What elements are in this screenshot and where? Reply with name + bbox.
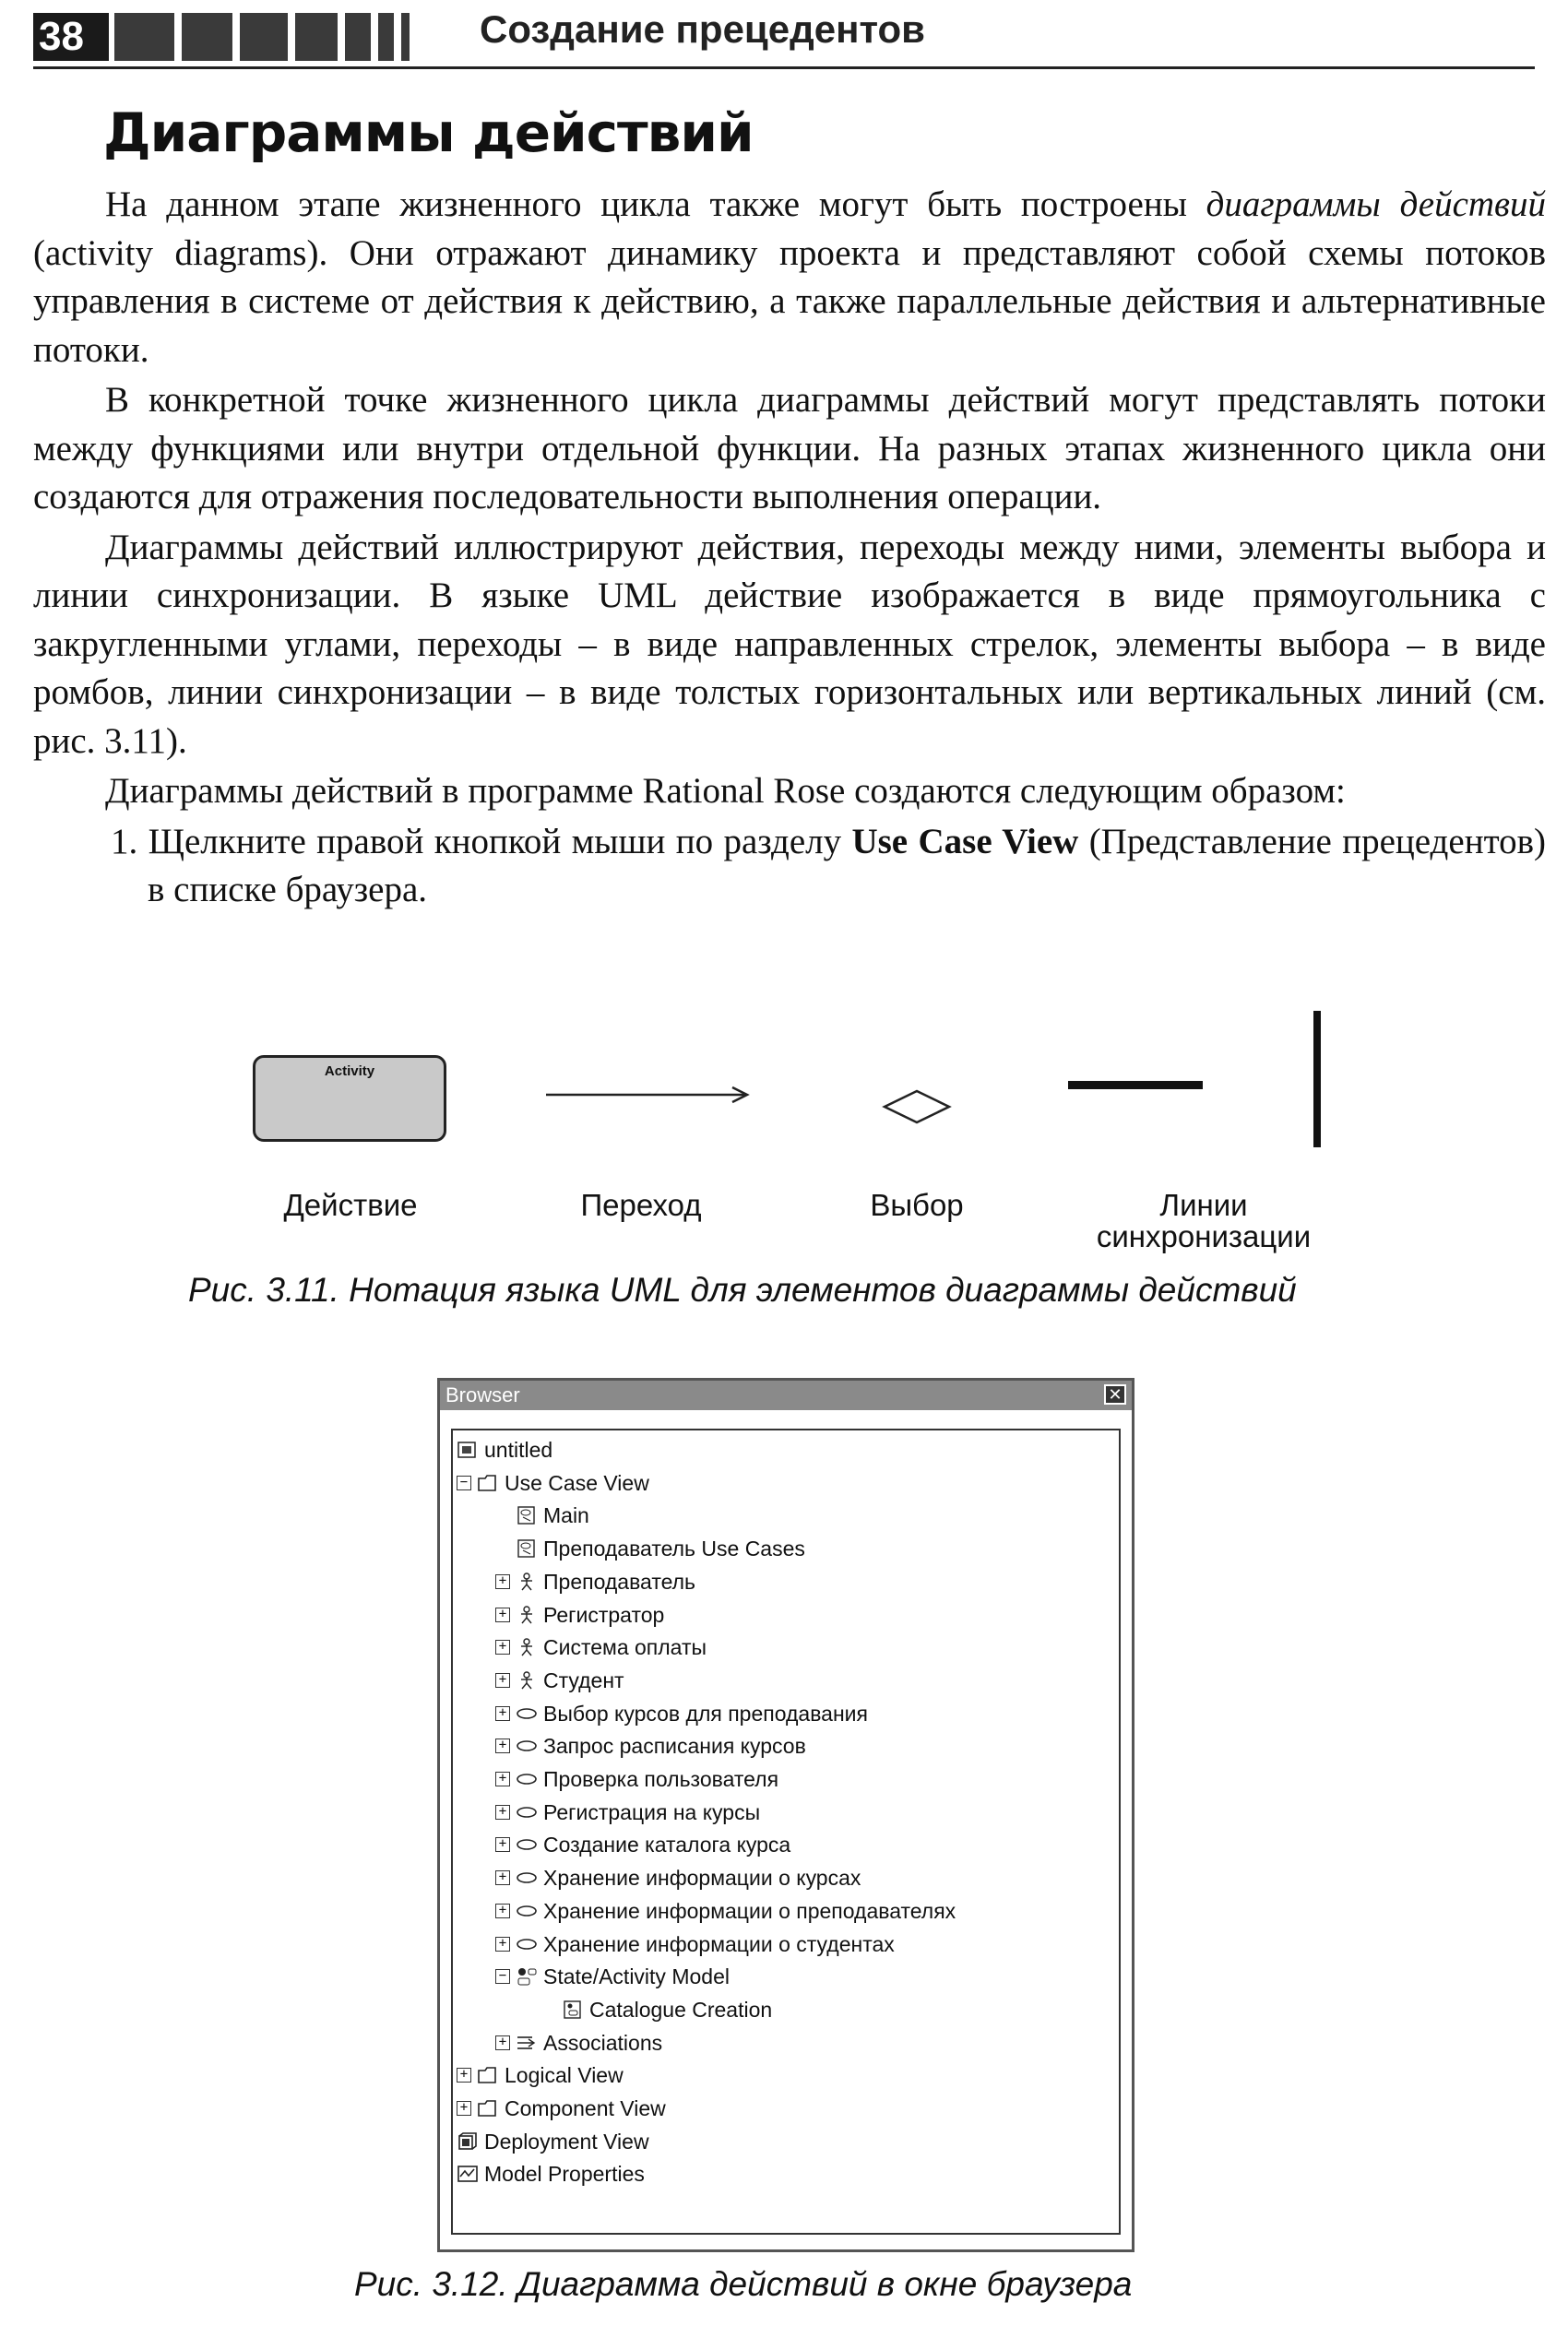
- label-choice: Выбор: [870, 1188, 964, 1222]
- body-text: [33, 181, 1546, 917]
- browser-window: [437, 1378, 1134, 2252]
- expand-icon[interactable]: +: [495, 1673, 510, 1688]
- tree-item-label: Deployment View: [484, 2129, 649, 2154]
- expand-icon[interactable]: +: [495, 1937, 510, 1952]
- tree-item-label: Преподаватель: [543, 1569, 696, 1594]
- sync-line-vertical: [1313, 1011, 1321, 1147]
- tree-item-label: Система оплаты: [543, 1635, 707, 1660]
- actor-icon: [516, 1670, 538, 1691]
- use-case-icon: [516, 1802, 538, 1822]
- use-case-diagram-icon: [516, 1505, 538, 1525]
- activity-diagram-icon: [562, 2000, 584, 2020]
- tree-item-label: Catalogue Creation: [589, 1997, 773, 2022]
- expand-icon[interactable]: +: [495, 1837, 510, 1852]
- expand-icon[interactable]: +: [495, 1608, 510, 1622]
- expand-icon[interactable]: +: [495, 1772, 510, 1786]
- paragraph-1-emphasis: диаграммы действий: [1206, 184, 1546, 224]
- use-case-icon: [516, 1901, 538, 1921]
- tree-item-label: Associations: [543, 2030, 663, 2055]
- actor-icon: [516, 1637, 538, 1657]
- tree-item[interactable]: [457, 2160, 645, 2188]
- section-title: Диаграммы действий: [103, 101, 754, 164]
- browser-tree: [451, 1429, 1121, 2235]
- use-case-icon: [516, 1769, 538, 1789]
- list-number: 1.: [111, 821, 138, 861]
- tree-item-label: Преподаватель Use Cases: [543, 1537, 805, 1561]
- tree-item[interactable]: [495, 1501, 589, 1529]
- tree-item-label: Хранение информации о студентах: [543, 1931, 895, 1956]
- folder-icon: [477, 1473, 499, 1493]
- label-sync-line-2: синхронизации: [1096, 1219, 1312, 1253]
- tree-item[interactable]: [457, 2061, 624, 2089]
- use-case-icon: [516, 1834, 538, 1855]
- paragraph-2: В конкретной точке жизненного цикла диаграммы действий могут представлять потоки между функциями или внутри отдельной функции. На разных этапах жизненного цикла они создаются для отражения последовательности выполнения операции.: [33, 380, 1546, 516]
- paragraph-1-text-b: (activity diagrams). Они отражают динамику проекта и представляют собой схемы потоков управления в системе от действия к действию, а также параллельные действия и альтернативные потоки.: [33, 232, 1546, 370]
- tree-item[interactable]: [495, 1732, 806, 1760]
- use-case-icon: [516, 1736, 538, 1756]
- tree-item-label: Logical View: [505, 2063, 624, 2088]
- browser-title: Browser: [445, 1383, 520, 1406]
- running-title: Создание прецедентов: [480, 7, 925, 51]
- expand-icon[interactable]: +: [495, 1870, 510, 1885]
- state-activity-model-icon: [516, 1966, 538, 1987]
- paragraph-1-text-a: На данном этапе жизненного цикла также могут быть построены: [105, 184, 1206, 224]
- tree-item[interactable]: [495, 1601, 664, 1629]
- tree-item[interactable]: [495, 1700, 868, 1727]
- tree-item[interactable]: [495, 1568, 695, 1596]
- tree-item[interactable]: [495, 1798, 760, 1826]
- tree-item[interactable]: [495, 1831, 790, 1858]
- tree-item-label: Хранение информации о курсах: [543, 1866, 861, 1891]
- tree-item[interactable]: [457, 2128, 649, 2155]
- expand-icon[interactable]: +: [495, 1706, 510, 1721]
- tree-item-label: Создание каталога курса: [543, 1833, 791, 1857]
- expand-icon[interactable]: +: [457, 2068, 471, 2083]
- tree-item[interactable]: [495, 1897, 956, 1925]
- list-item-1: [111, 818, 1547, 915]
- expand-icon[interactable]: +: [495, 1739, 510, 1753]
- list-item-1-bold: Use Case View: [851, 821, 1079, 861]
- paragraph-4: Диаграммы действий в программе Rational Rose создаются следующим образом:: [105, 771, 1346, 811]
- tree-item-label: Проверка пользователя: [543, 1767, 779, 1791]
- tree-item[interactable]: [495, 1667, 624, 1694]
- use-case-diagram-icon: [516, 1538, 538, 1559]
- folder-icon: [477, 2065, 499, 2085]
- use-case-icon: [516, 1703, 538, 1724]
- transition-arrow: [544, 1081, 756, 1109]
- close-icon[interactable]: ✕: [1104, 1384, 1126, 1405]
- associations-icon: [516, 2033, 538, 2053]
- tree-item[interactable]: [457, 1436, 552, 1464]
- tree-item-label: untitled: [484, 1438, 553, 1462]
- tree-item-label: Use Case View: [505, 1470, 649, 1495]
- tree-item-label: Запрос расписания курсов: [543, 1734, 806, 1759]
- deployment-icon: [457, 2131, 479, 2152]
- collapse-icon[interactable]: −: [457, 1476, 471, 1490]
- tree-item-label: Component View: [505, 2096, 666, 2120]
- tree-item-label: Main: [543, 1503, 589, 1528]
- expand-icon[interactable]: +: [495, 1574, 510, 1589]
- tree-item-label: Выбор курсов для преподавания: [543, 1701, 868, 1726]
- choice-diamond: [882, 1088, 952, 1125]
- label-action: Действие: [283, 1188, 418, 1222]
- tree-item[interactable]: [495, 1633, 707, 1661]
- actor-icon: [516, 1605, 538, 1625]
- header-decoration: [114, 13, 410, 61]
- expand-icon[interactable]: +: [457, 2101, 471, 2116]
- use-case-icon: [516, 1868, 538, 1888]
- list-item-1-text-b: (Представление прецедентов) в списке браузера.: [148, 821, 1547, 909]
- tree-item[interactable]: [495, 1963, 730, 1990]
- label-sync-line-1: Линии: [1159, 1188, 1248, 1222]
- tree-item[interactable]: [457, 2095, 666, 2122]
- tree-item-label: Хранение информации о преподавателях: [543, 1898, 956, 1923]
- expand-icon[interactable]: +: [495, 1640, 510, 1655]
- tree-item[interactable]: [495, 1930, 895, 1958]
- actor-icon: [516, 1572, 538, 1592]
- tree-item-label: Регистратор: [543, 1602, 665, 1627]
- sync-line-horizontal: [1068, 1081, 1203, 1089]
- expand-icon[interactable]: +: [495, 1805, 510, 1820]
- tree-item-label: Студент: [543, 1667, 624, 1692]
- figure-3-12-caption: Рис. 3.12. Диаграмма действий в окне браузера: [354, 2265, 1133, 2303]
- label-sync: [1051, 1190, 1356, 1252]
- paragraph-1: [33, 181, 1546, 374]
- expand-icon[interactable]: +: [495, 1904, 510, 1918]
- figure-3-11-caption: Рис. 3.11. Нотация языка UML для элементов диаграммы действий: [188, 1271, 1297, 1309]
- browser-titlebar: [440, 1381, 1132, 1410]
- tree-item-label: Регистрация на курсы: [543, 1799, 761, 1824]
- paragraph-3: Диаграммы действий иллюстрируют действия, переходы между ними, элементы выбора и линии синхронизации. В языке UML действие изображается в виде прямоугольника с закругленными углами, переходы – в виде направленных стрелок, элементы выбора – в виде ромбов, линии синхронизации – в виде толстых горизонтальных или вертикальных линий (см. рис. 3.11).: [33, 527, 1546, 761]
- expand-icon[interactable]: +: [495, 2035, 510, 2050]
- header-divider: [33, 66, 1535, 69]
- tree-item[interactable]: [541, 1996, 772, 2023]
- figure-3-11: [0, 996, 1568, 1328]
- tree-item-label: Model Properties: [484, 2162, 645, 2187]
- collapse-icon[interactable]: −: [495, 1969, 510, 1984]
- label-transition: Переход: [580, 1188, 702, 1222]
- page-number: 38: [33, 13, 109, 61]
- tree-item-label: State/Activity Model: [543, 1964, 730, 1989]
- tree-item[interactable]: [495, 2029, 662, 2057]
- folder-icon: [477, 2098, 499, 2118]
- use-case-icon: [516, 1934, 538, 1954]
- activity-shape: Activity: [253, 1055, 446, 1142]
- tree-item[interactable]: [495, 1864, 861, 1892]
- model-properties-icon: [457, 2164, 479, 2184]
- tree-item[interactable]: [495, 1765, 778, 1793]
- tree-item[interactable]: [495, 1535, 805, 1562]
- tree-item[interactable]: [457, 1469, 649, 1497]
- list-item-1-text-a: Щелкните правой кнопкой мыши по разделу: [148, 821, 852, 861]
- model-icon: [457, 1440, 479, 1460]
